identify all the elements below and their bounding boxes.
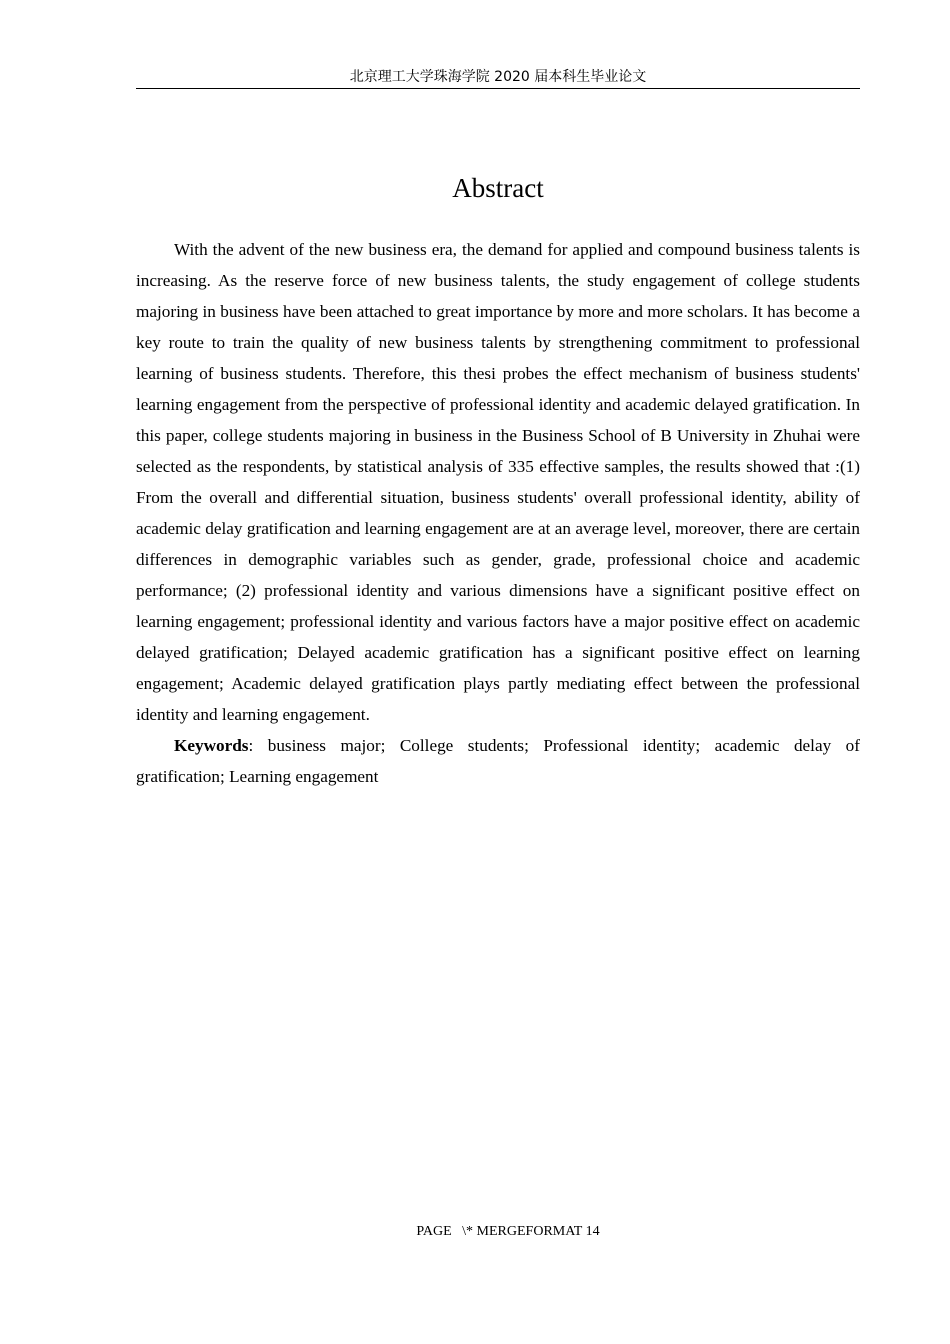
keywords-text: : business major; College students; Professional identity; academic delay of gratification; Learning engagement — [136, 736, 860, 786]
page-header — [136, 66, 860, 89]
header-title: 北京理工大学珠海学院 2020 届本科生毕业论文 — [349, 69, 647, 85]
abstract-title: Abstract — [452, 173, 544, 203]
page-footer — [136, 1222, 880, 1242]
keywords-paragraph — [136, 730, 860, 792]
keywords-label: Keywords — [174, 736, 249, 755]
abstract-content — [136, 234, 860, 792]
abstract-body: With the advent of the new business era, the demand for applied and compound business talents is increasing. As the reserve force of new business talents, the study engagement of college students majoring in business have been attached to great importance by more and more scholars. It has become a key route to train the quality of new business talents by strengthening commitment to professional learning of business students. Therefore, this thesi probes the effect mechanism of business students' learning engagement from the perspective of professional identity and academic delayed gratification. In this paper, college students majoring in business in the Business School of B University in Zhuhai were selected as the respondents, by statistical analysis of 335 effective samples, the results showed that :(1) From the overall and differential situation, business students' overall professional identity, ability of academic delay gratification and learning engagement are at an average level, moreover, there are certain differences in demographic variables such as gender, grade, professional choice and academic performance; (2) professional identity and various dimensions have a significant positive effect on learning engagement; professional identity and various factors have a major positive effect on academic delayed gratification; Delayed academic gratification has a significant positive effect on learning engagement; Academic delayed gratification plays partly mediating effect between the professional identity and learning engagement. — [136, 240, 860, 724]
footer-page-field: PAGE \* MERGEFORMAT 14 — [416, 1224, 600, 1239]
